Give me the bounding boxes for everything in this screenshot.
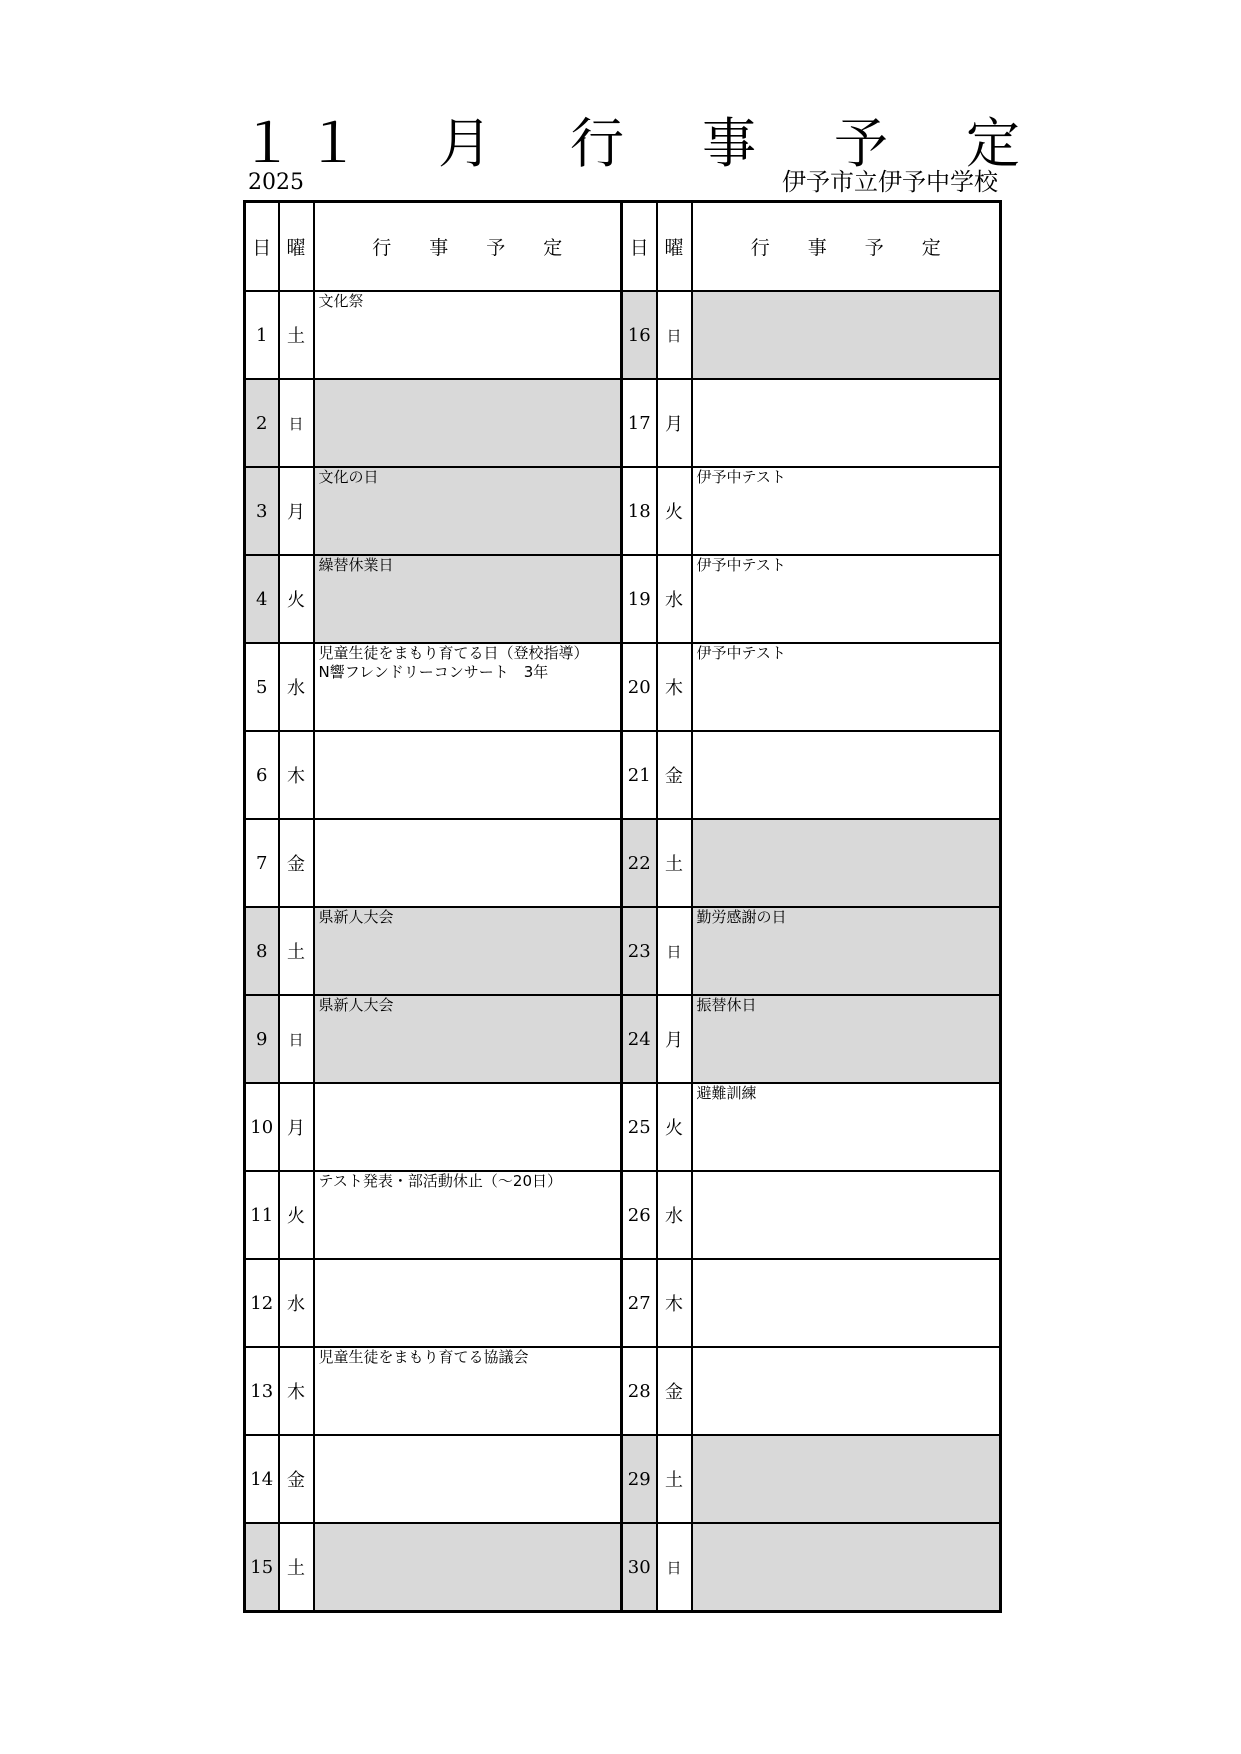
event-cell: [692, 1171, 1001, 1259]
day-number: 23: [622, 907, 657, 995]
day-number: 20: [622, 643, 657, 731]
day-number: 22: [622, 819, 657, 907]
table-row: [245, 1083, 1001, 1171]
event-cell: 伊予中テスト: [692, 555, 1001, 643]
day-of-week: 金: [279, 819, 314, 907]
day-of-week: 金: [657, 731, 692, 819]
day-number: 10: [245, 1083, 279, 1171]
day-number: 5: [245, 643, 279, 731]
header-dow-right: 曜: [657, 202, 692, 292]
header-events-left: 行 事 予 定: [314, 202, 622, 292]
day-of-week: 日: [279, 379, 314, 467]
day-of-week: 火: [657, 467, 692, 555]
day-number: 21: [622, 731, 657, 819]
day-of-week: 月: [657, 379, 692, 467]
day-number: 6: [245, 731, 279, 819]
table-row: [245, 467, 1001, 555]
event-cell: [314, 1259, 622, 1347]
day-number: 18: [622, 467, 657, 555]
day-number: 3: [245, 467, 279, 555]
day-of-week: 土: [657, 1435, 692, 1523]
event-cell: 文化祭: [314, 291, 622, 379]
year-label: 2025: [248, 170, 304, 195]
day-number: 9: [245, 995, 279, 1083]
school-name: 伊予市立伊予中学校: [782, 168, 998, 196]
table-row: [245, 1523, 1001, 1612]
day-number: 26: [622, 1171, 657, 1259]
event-cell: テスト発表・部活動休止（～20日）: [314, 1171, 622, 1259]
day-of-week: 日: [279, 995, 314, 1083]
event-cell: [692, 1259, 1001, 1347]
day-number: 30: [622, 1523, 657, 1612]
day-number: 27: [622, 1259, 657, 1347]
table-row: [245, 1259, 1001, 1347]
event-cell: 伊予中テスト: [692, 467, 1001, 555]
event-cell: 避難訓練: [692, 1083, 1001, 1171]
day-number: 4: [245, 555, 279, 643]
event-cell: [314, 731, 622, 819]
event-cell: 伊予中テスト: [692, 643, 1001, 731]
event-cell: 繰替休業日: [314, 555, 622, 643]
day-of-week: 土: [657, 819, 692, 907]
day-number: 29: [622, 1435, 657, 1523]
day-of-week: 月: [279, 1083, 314, 1171]
day-of-week: 金: [279, 1435, 314, 1523]
day-of-week: 日: [657, 291, 692, 379]
day-number: 14: [245, 1435, 279, 1523]
header-day-left: 日: [245, 202, 279, 292]
day-number: 28: [622, 1347, 657, 1435]
day-number: 8: [245, 907, 279, 995]
day-number: 17: [622, 379, 657, 467]
day-of-week: 火: [657, 1083, 692, 1171]
day-of-week: 水: [279, 643, 314, 731]
day-number: 13: [245, 1347, 279, 1435]
day-of-week: 木: [657, 1259, 692, 1347]
day-number: 11: [245, 1171, 279, 1259]
event-cell: 県新人大会: [314, 907, 622, 995]
day-number: 16: [622, 291, 657, 379]
event-cell: 勤労感謝の日: [692, 907, 1001, 995]
table-row: [245, 379, 1001, 467]
event-cell: [692, 291, 1001, 379]
day-of-week: 月: [279, 467, 314, 555]
event-cell: [314, 819, 622, 907]
header-dow-left: 曜: [279, 202, 314, 292]
day-of-week: 水: [657, 555, 692, 643]
day-of-week: 日: [657, 1523, 692, 1612]
event-cell: 児童生徒をまもり育てる協議会: [314, 1347, 622, 1435]
schedule-table: [243, 200, 1002, 1613]
day-number: 25: [622, 1083, 657, 1171]
table-row: [245, 1347, 1001, 1435]
day-number: 7: [245, 819, 279, 907]
day-number: 1: [245, 291, 279, 379]
event-cell: [314, 379, 622, 467]
table-row: [245, 1171, 1001, 1259]
event-cell: [692, 1435, 1001, 1523]
day-number: 19: [622, 555, 657, 643]
day-number: 12: [245, 1259, 279, 1347]
day-of-week: 土: [279, 291, 314, 379]
page-title: １１ 月 行 事 予 定: [240, 112, 1032, 175]
day-of-week: 火: [279, 555, 314, 643]
day-of-week: 木: [279, 1347, 314, 1435]
day-of-week: 日: [657, 907, 692, 995]
table-row: [245, 907, 1001, 995]
table-row: [245, 643, 1001, 731]
day-of-week: 金: [657, 1347, 692, 1435]
day-of-week: 土: [279, 907, 314, 995]
event-cell: [692, 731, 1001, 819]
event-cell: [692, 1347, 1001, 1435]
day-of-week: 土: [279, 1523, 314, 1612]
event-cell: 県新人大会: [314, 995, 622, 1083]
day-of-week: 火: [279, 1171, 314, 1259]
day-of-week: 水: [657, 1171, 692, 1259]
table-row: [245, 731, 1001, 819]
schedule-body: [245, 291, 1001, 1612]
table-row: [245, 819, 1001, 907]
table-row: [245, 1435, 1001, 1523]
event-cell: [314, 1435, 622, 1523]
event-cell: 振替休日: [692, 995, 1001, 1083]
day-of-week: 月: [657, 995, 692, 1083]
day-of-week: 木: [279, 731, 314, 819]
day-of-week: 水: [279, 1259, 314, 1347]
day-of-week: 木: [657, 643, 692, 731]
event-cell: [692, 379, 1001, 467]
header-day-right: 日: [622, 202, 657, 292]
table-row: [245, 291, 1001, 379]
event-cell: [314, 1523, 622, 1612]
event-cell: [692, 1523, 1001, 1612]
event-cell: 文化の日: [314, 467, 622, 555]
day-number: 24: [622, 995, 657, 1083]
table-row: [245, 555, 1001, 643]
table-row: [245, 995, 1001, 1083]
event-cell: [692, 819, 1001, 907]
day-number: 15: [245, 1523, 279, 1612]
table-header-row: [245, 202, 1001, 292]
event-cell: 児童生徒をまもり育てる日（登校指導） N響フレンドリーコンサート 3年: [314, 643, 622, 731]
event-cell: [314, 1083, 622, 1171]
day-number: 2: [245, 379, 279, 467]
header-events-right: 行 事 予 定: [692, 202, 1001, 292]
